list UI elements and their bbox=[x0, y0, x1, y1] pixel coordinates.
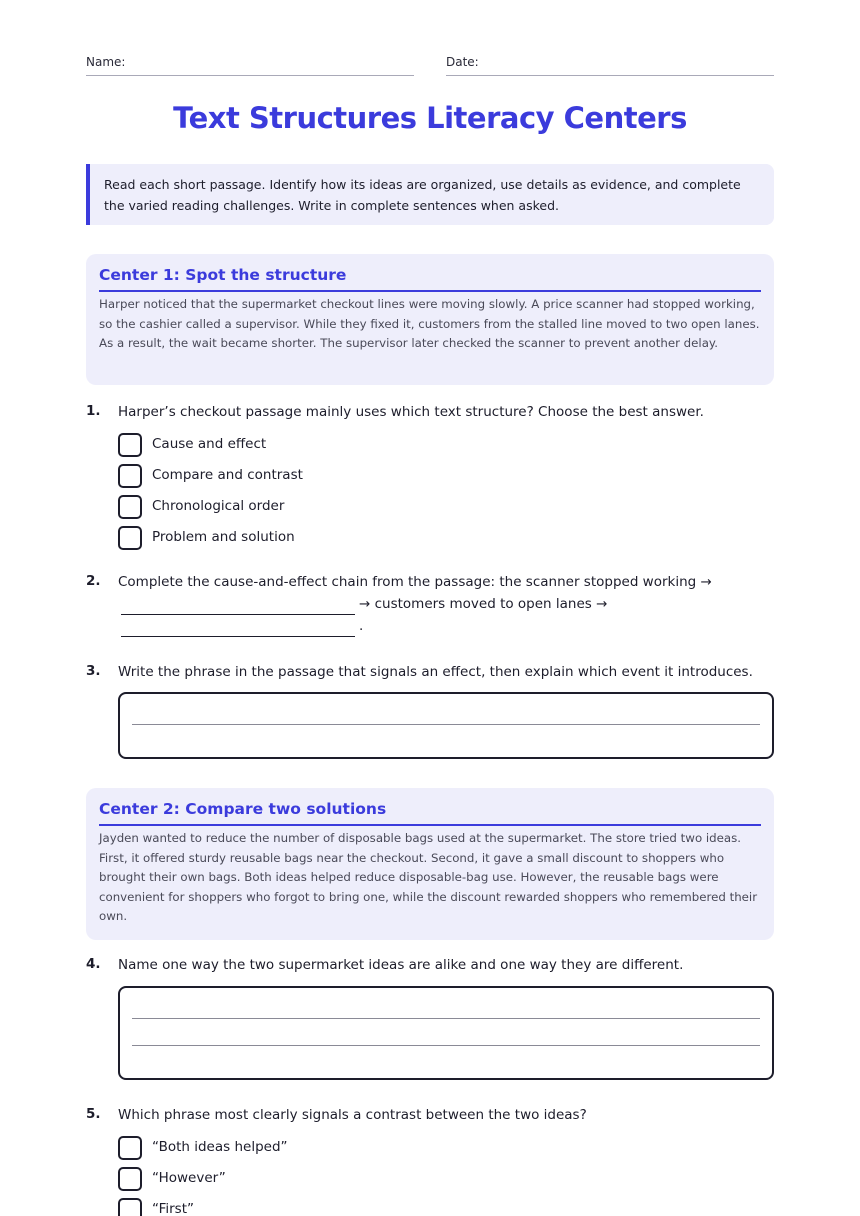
answer-blank[interactable] bbox=[121, 621, 355, 637]
question-5 bbox=[86, 1104, 774, 1216]
question-4-number: 4. bbox=[86, 956, 101, 972]
question-1 bbox=[86, 401, 774, 551]
question-1-number: 1. bbox=[86, 403, 101, 419]
question-5-text: Which phrase most clearly signals a contrast between the two ideas? bbox=[118, 1107, 587, 1123]
name-field[interactable] bbox=[86, 55, 414, 76]
center-1-title: Center 1: Spot the structure bbox=[99, 265, 761, 292]
answer-box-3[interactable] bbox=[118, 692, 774, 759]
question-3-number: 3. bbox=[86, 663, 101, 679]
instructions-box: Read each short passage. Identify how its ideas are organized, use details as evidence, and complete the varied reading challenges. Write in complete sentences when asked. bbox=[86, 164, 774, 225]
q1-option-label: Compare and contrast bbox=[152, 467, 303, 483]
checkbox[interactable] bbox=[118, 526, 142, 550]
q1-option-label: Problem and solution bbox=[152, 529, 295, 545]
center-1-box bbox=[86, 254, 774, 385]
question-2-text-part-a: Complete the cause-and-effect chain from the passage: the scanner stopped working → bbox=[118, 574, 712, 590]
question-2-number: 2. bbox=[86, 573, 101, 589]
q5-option-label: “However” bbox=[152, 1170, 226, 1186]
answer-box-4[interactable] bbox=[118, 986, 774, 1080]
question-2-text-part-b: → customers moved to open lanes → bbox=[359, 596, 608, 612]
center-2-passage: Jayden wanted to reduce the number of disposable bags used at the supermarket. The store tried two ideas. First, it offered sturdy reusable bags near the checkout. Second, it gave a small discount to shoppers who brought their own bags. Both ideas helped reduce disposable-bag use. However, the reusable bags were convenient for shoppers who forgot to bring one, while the discount rewarded shoppers who remembered their own. bbox=[99, 831, 758, 924]
header-row bbox=[86, 55, 774, 77]
question-5-number: 5. bbox=[86, 1106, 101, 1122]
question-2 bbox=[86, 571, 774, 635]
answer-line bbox=[132, 724, 760, 725]
checkbox[interactable] bbox=[118, 1136, 142, 1160]
answer-blank[interactable] bbox=[121, 599, 355, 615]
answer-line bbox=[132, 1045, 760, 1046]
name-label: Name: bbox=[86, 55, 126, 69]
checkbox[interactable] bbox=[118, 1198, 142, 1216]
question-4-text: Name one way the two supermarket ideas are alike and one way they are different. bbox=[118, 957, 684, 973]
q1-option-label: Chronological order bbox=[152, 498, 285, 514]
date-field[interactable] bbox=[446, 55, 774, 76]
question-1-text: Harper’s checkout passage mainly uses which text structure? Choose the best answer. bbox=[118, 404, 704, 420]
question-4 bbox=[86, 954, 774, 984]
checkbox[interactable] bbox=[118, 1167, 142, 1191]
question-2-text bbox=[118, 571, 774, 637]
answer-line bbox=[132, 1018, 760, 1019]
checkbox[interactable] bbox=[118, 464, 142, 488]
checkbox[interactable] bbox=[118, 495, 142, 519]
date-label: Date: bbox=[446, 55, 479, 69]
center-1-passage: Harper noticed that the supermarket checkout lines were moving slowly. A price scanner had stopped working, so the cashier called a supervisor. While they fixed it, customers from the stalled line moved to two open lanes. As a result, the wait became shorter. The supervisor later checked the scanner to prevent another delay. bbox=[99, 297, 760, 351]
question-3-text: Write the phrase in the passage that signals an effect, then explain which event it introduces. bbox=[118, 664, 753, 680]
q1-option-label: Cause and effect bbox=[152, 436, 267, 452]
q5-option-label: “Both ideas helped” bbox=[152, 1139, 288, 1155]
question-2-text-part-c: . bbox=[359, 618, 364, 634]
page-title: Text Structures Literacy Centers bbox=[173, 101, 687, 135]
center-2-box bbox=[86, 788, 774, 940]
center-2-title: Center 2: Compare two solutions bbox=[99, 799, 761, 826]
q5-option-label: “First” bbox=[152, 1201, 194, 1216]
checkbox[interactable] bbox=[118, 433, 142, 457]
